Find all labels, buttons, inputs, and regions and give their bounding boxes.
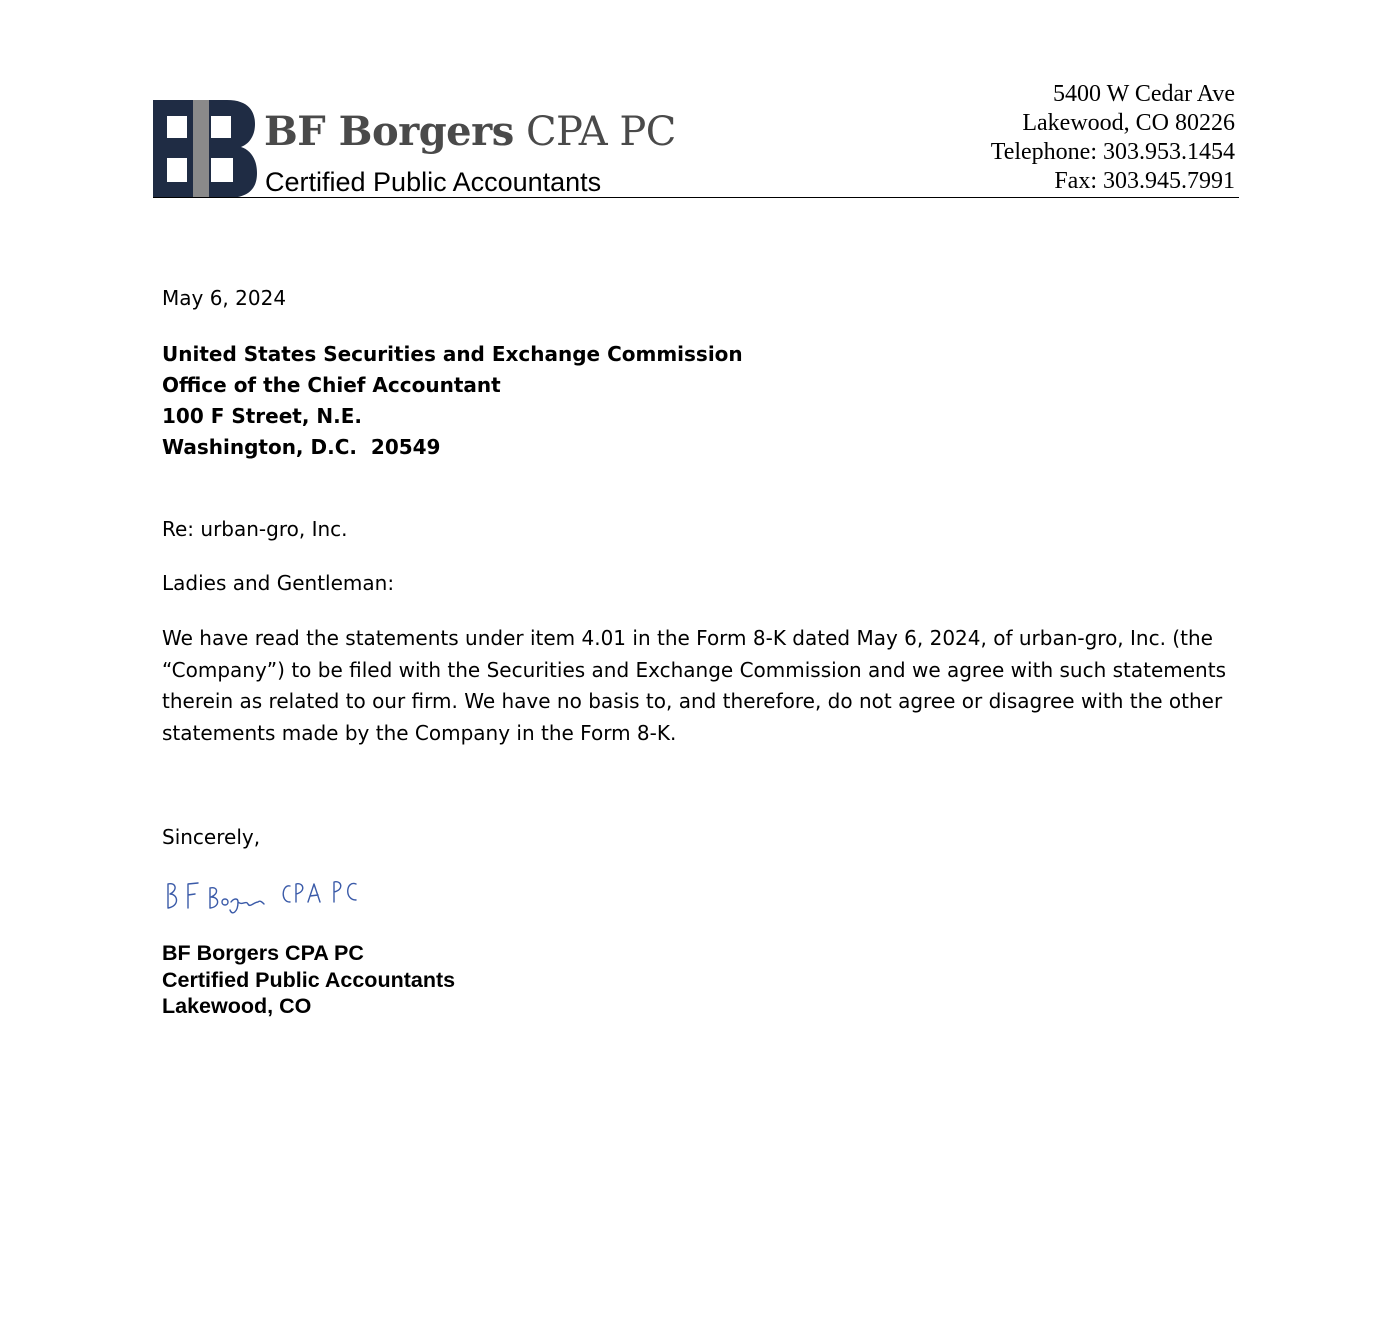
addressee-block: [162, 339, 743, 463]
letter-body: We have read the statements under item 4.01 in the Form 8-K dated May 6, 2024, of urban-gro, Inc. (the “Company”) to be filed with the Securities and Exchange Commission and we agree with such statements therein as related to our firm. We have no basis to, and therefore, do not agree or disagree with the other statements made by the Company in the Form 8-K.: [162, 626, 1226, 745]
salutation: Ladies and Gentleman:: [162, 571, 395, 595]
subject-line: Re: urban-gro, Inc.: [162, 517, 348, 541]
addressee-line: Office of the Chief Accountant: [162, 373, 501, 397]
signature-block: [162, 940, 455, 1020]
contact-city: Lakewood, CO 80226: [1022, 110, 1235, 136]
signature-location: Lakewood, CO: [162, 994, 312, 1018]
handwritten-signature: [162, 872, 362, 918]
signature-firm-subtitle: Certified Public Accountants: [162, 967, 456, 992]
addressee-line: 100 F Street, N.E.: [162, 404, 363, 428]
firm-name-light: CPA PC: [525, 109, 676, 155]
firm-name: [264, 108, 676, 155]
letter-date: May 6, 2024: [162, 286, 287, 310]
bb-logo-icon: [153, 100, 257, 198]
closing: Sincerely,: [162, 825, 261, 849]
firm-name-bold: BF Borgers: [264, 108, 514, 155]
contact-street: 5400 W Cedar Ave: [1053, 81, 1235, 107]
contact-fax: Fax: 303.945.7991: [1054, 168, 1235, 194]
letterhead-divider: [153, 197, 1239, 198]
addressee-line: Washington, D.C. 20549: [162, 435, 441, 459]
letterhead: [153, 80, 1239, 200]
contact-block: [991, 80, 1235, 196]
addressee-line: United States Securities and Exchange Commission: [162, 342, 743, 366]
signature-firm-name: BF Borgers CPA PC: [162, 941, 364, 965]
contact-telephone: Telephone: 303.953.1454: [990, 139, 1235, 165]
firm-subtitle: Certified Public Accountants: [265, 167, 602, 197]
